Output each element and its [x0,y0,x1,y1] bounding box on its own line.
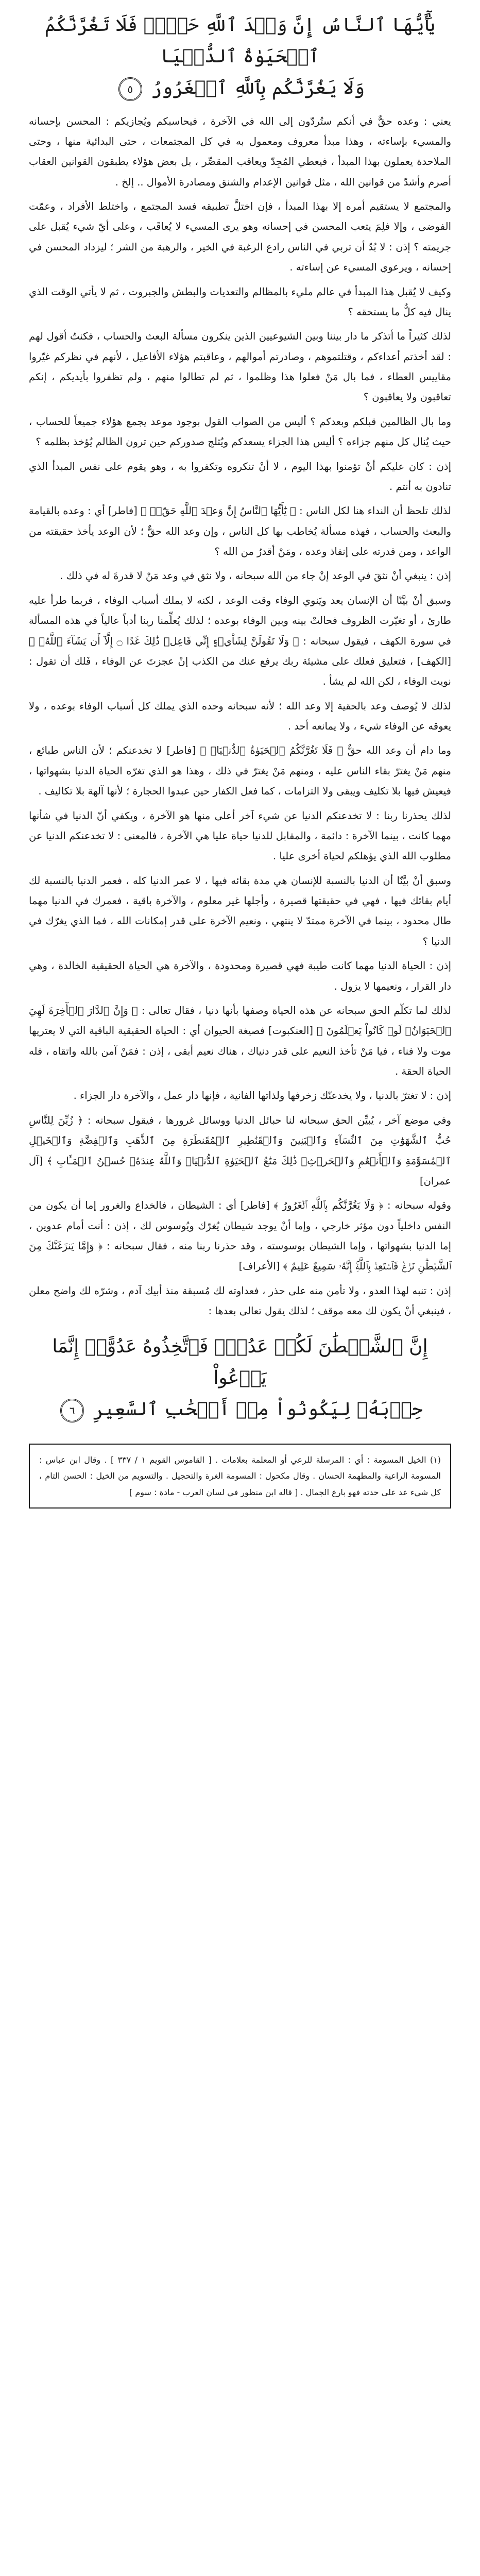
paragraph: وكيف لا يُقبل هذا المبدأ في عالم مليء بالمظالم والتعديات والبطش والجبروت ، ثم لا يأتي الوقت الذي ينال فيه كلٌّ ما يستحقه ؟ [29,285,451,318]
paragraph: يعني : وعده حقٌّ في أنكم ستُردّون إلى الله في الآخرة ، فيحاسبكم ويُجازيكم : المحسن بإحسانه والمسيء بإساءته ، وهذا مبدأ معروف ومعمول به في كل المجتمعات ، حتى البدائية منها ، وحتى الملاحدة يعملون بهذا المبدأ ، فيعطي المُجِدّ ويعاقب المقصِّر ، بل بعض هؤلاء يطبقون القوانين العقاب أصرم وأشدّ من قوانين الله ، مثل قوانين الإعدام والشنق ومصادرة الأموال .. إلخ . [29,115,451,188]
closing-verse-line-2 [29,1394,451,1425]
footnote-box [29,1444,451,1509]
footnote-text: (١) الخيل المسومة : أي : المرسلة للرعي أو المعلمة بعلامات . [ القاموس القويم ١ / ٣٣٧ ] . وقال ابن عباس : المسومة الراعية والمطهمة الحسان . وقال مكحول : المسومة الغرة والتحجيل . والتسويم من الخيل : الحسن التام ، كل شيء عد على حدته فهو بارع الجمال . [ قاله ابن منظور في لسان العرب - مادة : سوم ] [39,1455,441,1497]
header-verse-text-2: وَلَا يَغُرَّنَّكُم بِٱللَّهِ ٱلۡغَرُورُ [151,77,365,99]
closing-verse [29,1331,451,1426]
closing-verse-text-2: حِزۡبَهُۥ لِيَكُونُواْ مِنۡ أَصۡحَٰبِ ٱلسَّعِيرِ [93,1398,423,1420]
paragraph: إذن : الحياة الدنيا مهما كانت طيبة فهي قصيرة ومحدودة ، والآخرة هي الحياة الحقيقية الخالدة ، وهي دار القرار ، ونعيمها لا يزول . [29,960,451,992]
paragraph: لذلك كثيراً ما أتذكر ما دار بيننا وبين الشيوعيين الذين ينكرون مسألة البعث والحساب ، فكنتُ أقول لهم : لقد أخذتم أعداءكم ، وقتلتموهم ، وصادرتم أموالهم ، وعاقبتم هؤلاء الأفاعيل ، لأنهم في نظركم غيّروا مقاييس العطاء ، فما بال مَنْ فعلوا هذا وظلموا ، ثم لم تطالوا منهم ، ولم تظفروا بأيديكم ، إنكم تعاقبون ولا يعاقبون ؟ [29,330,451,403]
paragraph: وقوله سبحانه : ﴿ وَلَا يَغُرَّنَّكُم بِٱللَّهِ ٱلۡغَرُورُ ﴾ [فاطر] أي : الشيطان ، فالخداع والغرور إما أن يكون من النفس داخلياً دون مؤثر خارجي ، وإما أنْ يوجد شيطان يُغرّك ويُوسوس لك ، إذن : أنت أمام عدوين ، إما الدنيا بشهواتها ، وإما الشيطان بوسوسته ، وقد حذرنا ربنا منه ، فقال سبحانه : ﴿ وَإِمَّا يَنزَغَنَّكَ مِنَ ٱلشَّيۡطَٰنِ نَزۡغٞ فَٱسۡتَعِذۡ بِٱللَّهِۚ إِنَّهُۥ سَمِيعٌ عَلِيمٌ ﴾ [الأعراف] [29,1199,451,1273]
paragraph: لذلك تلحظ أن النداء هنا لكل الناس : ﴿ يَٰٓأَيُّهَا ٱلنَّاسُ إِنَّ وَعۡدَ ٱللَّهِ حَقّٞۖ ﴾ [فاطر] أي : وعده بالقيامة والبعث والحساب ، فهذه مسألة يُخاطب بها كل الناس ، وإن وعد الله حقٌّ ؛ لأن الوعد يأخذ حقيقته من الواعد ، ومن قدرته على إنفاذ وعده ، ومَنْ أقدرُ من الله ؟ [29,505,451,558]
paragraph: إذن : كان عليكم أنْ تؤمنوا بهذا اليوم ، لا أنْ تنكروه وتكفروا به ، وهو يقوم على نفس المبدأ الذي تنادون به أنتم . [29,460,451,493]
paragraph: لذلك لا يُوصف وعد بالحقية إلا وعد الله ؛ لأنه سبحانه وحده الذي يملك كل أسباب الوفاء بوعده ، ولا يعوقه عن الوفاء شيء ، ولا يمانعه أحد . [29,700,451,733]
paragraph: وسبق أنْ بيَّنّا أن الإنسان يعد ويَنوي الوفاء وقت الوعد ، لكنه لا يملك أسباب الوفاء ، فربما طرأ عليه طارئ ، أو تغيّرت الظروف فحالتْ بينه وبين الوفاء بوعده ؛ لذلك يُعلِّمنا ربنا أدباً عالياً في هذه المسألة في سورة الكهف ، فيقول سبحانه : ﴿ وَلَا تَقُولَنَّ لِشَاْيۡءٍ إِنِّي فَاعِلٞ ذَٰلِكَ غَدًا ۝ إِلَّآ أَن يَشَآءَ ٱللَّهُۚ ﴾ [الكهف] ، فتعليق فعلك على مشيئة ربك يرفع عنك من الكذب إنْ عجزتَ عن الوفاء ، فَلك أن تقول : نويت الوفاء ، لكن الله لم يشأ . [29,594,451,688]
paragraph: وما دام أن وعد الله حقٌّ ﴿ فَلَا تَغُرَّنَّكُمُ ٱلۡحَيَوٰةُ ٱلدُّنۡيَاۖ ﴾ [فاطر] لا تخدعنكم ؛ لأن الناس طبائع ، منهم مَنْ يغترّ بقاء الناس عليه ، ومنهم مَنْ يغترّ في ذلك ، وهذا هو الذي تغرّه الحياة الدنيا بشهواتها ، فيعيش فيها بلا تكليف ويبقى ولا التزامات ، كما فعل الكفار حين عبدوا الحجارة ؛ لأنها آلهة بلا تكاليف . [29,744,451,798]
paragraph: وما بال الظالمين قبلكم وبعدكم ؟ أليس من الصواب القول بوجود موعد يجمع هؤلاء جميعاً للحساب ، حيث يُنال كل منهم جزاءه ؟ أليس هذا الجزاء يسعدكم ويُثلج صدوركم حين ترون الظالم يُؤخذ بظلمه ؟ [29,415,451,448]
header-verse-line-2 [29,72,451,104]
paragraph: وفي موضع آخر ، يُبيِّن الحق سبحانه لنا حبائل الدنيا ووسائل غرورها ، فيقول سبحانه : ﴿ زُيِّنَ لِلنَّاسِ حُبُّ ٱلشَّهَوَٰتِ مِنَ ٱلنِّسَآءِ وَٱلۡبَنِينَ وَٱلۡقَنَٰطِيرِ ٱلۡمُقَنطَرَةِ مِنَ ٱلذَّهَبِ وَٱلۡفِضَّةِ وَٱلۡخَيۡلِ ٱلۡمُسَوَّمَةِ وَٱلۡأَنۡعَٰمِ وَٱلۡحَرۡثِۗ ذَٰلِكَ مَتَٰعُ ٱلۡحَيَوٰةِ ٱلدُّنۡيَاۖ وَٱللَّهُ عِندَهُۥ حُسۡنُ ٱلۡمَـَٔابِ ﴾ [آل عمران] [29,1114,451,1187]
closing-verse-line-1: إِنَّ ٱلشَّيۡطَٰنَ لَكُمۡ عَدُوّٞ فَٱتَّخِذُوهُ عَدُوًّاۚ إِنَّمَا يَدۡعُواْ [52,1335,428,1388]
ayah-number-badge: ٥ [118,77,142,101]
paragraph: وسبق أنْ بيَّنّا أن الدنيا بالنسبة للإنسان هي مدة بقائه فيها ، لا عمر الدنيا كله ، فعمر الدنيا بالنسبة لك أيام بقائك فيها ، فهي في حقيقتها قصيرة ، وأجلها غير معلوم ، والآخرة باقية ، فعمرك في الدنيا مهما طال محدود ، بينما في الآخرة ممتدّ لا ينتهي ، ونعيم الآخرة على قدر إمكانات الله ، فما الذي يغرّك في الدنيا ؟ [29,874,451,947]
header-verse-line-1: يَٰٓأَيُّهَا ٱلنَّاسُ إِنَّ وَعۡدَ ٱللَّهِ حَقّٞۖ فَلَا تَغُرَّنَّكُمُ ٱلۡحَيَوٰةُ ٱلدُّنۡيَا [44,14,436,67]
ayah-number-badge: ٦ [60,1399,84,1422]
commentary-body [29,111,451,1321]
paragraph: إذن : ينبغي أنْ نثقَ في الوعد إنْ جاء من الله سبحانه ، ولا نثق في وعد مَنْ لا قدرةَ له في ذلك . [60,570,451,582]
paragraph: لذلك يحذرنا ربنا : لا تخدعنكم الدنيا عن شيء آخر أعلى منها هو الآخرة ، ويكفي أنّ الدنيا في شأنها مهما كانت ، بينما الآخرة : دائمة ، والمقابل للدنيا حياة عليا هي الآخرة ، فالمعنى : لا تخدعنكم الدنيا عن مطلوب الله الذي يؤهلكم لحياة أخرى عليا . [29,809,451,862]
paragraph: لذلك لما تكلّم الحق سبحانه عن هذه الحياة وصفها بأنها دنيا ، فقال تعالى : ﴿ وَإِنَّ ٱلدَّارَ ٱلۡأٓخِرَةَ لَهِيَ ٱلۡحَيَوَانُۚ لَوۡ كَانُواْ يَعۡلَمُونَ ﴾ [العنكبوت] فصيغة الحيوان أي : الحياة الحقيقية الباقية التي لا يعتريها موت ولا فناء ، فيا مَنْ تأخذ النعيم على قدر دنياك ، هناك نعيم أبقى ، إذن : فمَنْ آمن بالله واتقاه ، فله الحياة الحقة . [29,1004,451,1078]
header-verse [29,9,451,104]
paragraph: والمجتمع لا يستقيم أمره إلا بهذا المبدأ ، فإن اختلَّ تطبيقه فسد المجتمع ، واختلط الأفراد ، وعمّت الفوضى ، وإلا فلِمَ يتعب المحسن في إحسانه وهو يرى المسيء لا يُعاقَب ، وعلى أيّ شيء يُقبل على جريمته ؟ إذن : لا بُدّ أن تربي في الناس رادع الرغبة في الخير ، والرهبة من الشر ؛ ليزداد المحسن في إحسانه ، ويرعوي المسيء عن إساءته . [29,200,451,274]
paragraph: إذن : لا تغترّ بالدنيا ، ولا يخدعنّك زخرفها ولذاتها الفانية ، فإنها دار عمل ، والآخرة دار الجزاء . [73,1090,451,1102]
paragraph: إذن : تنبه لهذا العدو ، ولا تأمن منه على حذر ، فعداوته لك مُسبقة منذ أبيك آدم ، وشرّه لك واضح معلن ، فينبغي أنْ يكون لك معه موقف ؛ لذلك يقول تعالى بعدها : [29,1284,451,1317]
